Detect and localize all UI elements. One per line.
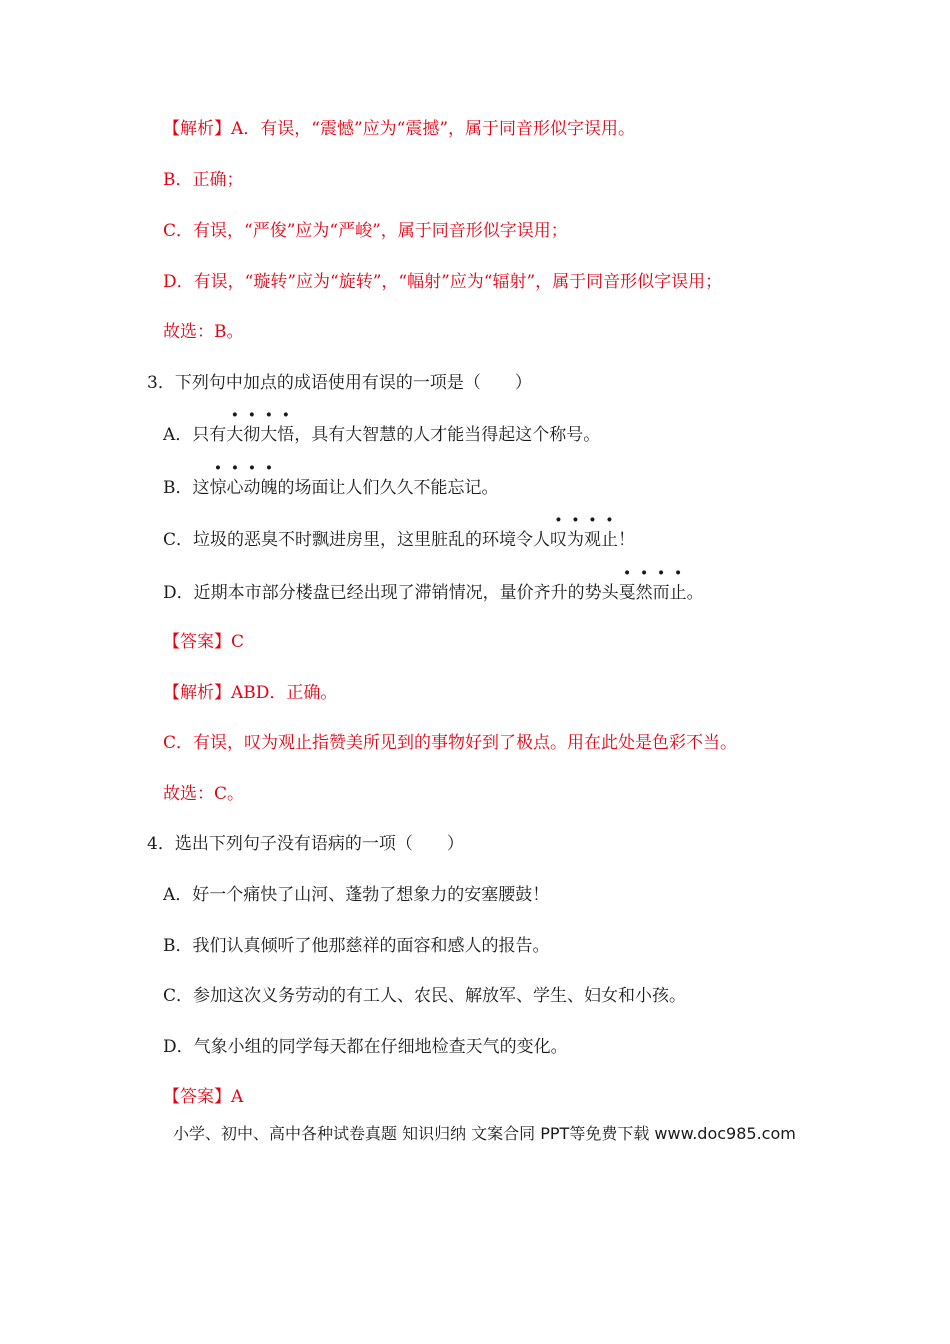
dotted-char: 动 (243, 478, 261, 498)
dotted-char: 魄 (260, 478, 278, 498)
q4-option-b: B．我们认真倾听了他那慈祥的面容和感人的报告。 (163, 936, 550, 956)
q3-option-b (163, 476, 499, 500)
q4-option-c: C．参加这次义务劳动的有工人、农民、解放军、学生、妇女和小孩。 (163, 986, 687, 1006)
q2-analysis-a-text: A．有误，“震憾”应为“震撼”，属于同音形似字误用。 (231, 119, 636, 139)
q3-option-c (163, 528, 635, 552)
analysis-tag: 【解析】 (163, 683, 231, 703)
dotted-char: 观 (584, 530, 602, 550)
q2-analysis-c: C．有误，“严俊”应为“严峻”，属于同音形似字误用； (163, 221, 568, 241)
dotted-char: 止 (669, 583, 687, 603)
dotted-char: 惊 (209, 478, 227, 498)
dotted-char: 止 (601, 530, 619, 550)
q4-option-a: A．好一个痛快了山河、蓬勃了想象力的安塞腰鼓！ (163, 885, 550, 905)
q3-analysis-c: C．有误，叹为观止指赞美所见到的事物好到了极点。用在此处是色彩不当。 (163, 733, 738, 753)
q2-analysis-a (163, 117, 635, 141)
q4-answer (163, 1085, 243, 1109)
answer-tag: 【答案】 (163, 632, 231, 652)
dotted-char: 悟 (277, 425, 295, 445)
answer-value: A (231, 1087, 244, 1107)
q3-stem: 3．下列句中加点的成语使用有误的一项是（ ） (147, 373, 532, 393)
dotted-char: 戛 (618, 583, 636, 603)
q3-option-d-before: D．近期本市部分楼盘已经出现了滞销情况，量价齐升的势头 (163, 583, 619, 603)
q3-option-a-before: A．只有 (163, 425, 227, 445)
dotted-char: 而 (652, 583, 670, 603)
q3-option-b-before: B．这 (163, 478, 210, 498)
dotted-char: 叹 (550, 530, 568, 550)
q3-option-d (163, 581, 704, 605)
dotted-char: 然 (635, 583, 653, 603)
q4-stem: 4．选出下列句子没有语病的一项（ ） (147, 834, 464, 854)
q3-option-a (163, 423, 600, 447)
q2-analysis-d: D．有误，“璇转”应为“旋转”，“幅射”应为“辐射”，属于同音形似字误用； (163, 272, 723, 292)
q2-conclusion: 故选：B。 (163, 322, 244, 342)
q3-option-c-after: ！ (618, 530, 636, 550)
q4-option-d: D．气象小组的同学每天都在仔细地检查天气的变化。 (163, 1037, 568, 1057)
dotted-char: 大 (226, 425, 244, 445)
dotted-char: 心 (226, 478, 244, 498)
q3-analysis-abd-text: ABD．正确。 (231, 683, 338, 703)
q3-option-a-after: ，具有大智慧的人才能当得起这个称号。 (294, 425, 601, 445)
q3-option-c-before: C．垃圾的恶臭不时飘进房里，这里脏乱的环境令人 (163, 530, 551, 550)
q3-answer (163, 630, 244, 654)
answer-value: C (231, 632, 245, 652)
dotted-char: 为 (567, 530, 585, 550)
footer-text: 小学、初中、高中各种试卷真题 知识归纳 文案合同 PPT等免费下载 www.doc985.com (173, 1124, 796, 1143)
q3-conclusion: 故选：C。 (163, 784, 245, 804)
dotted-char: 大 (260, 425, 278, 445)
dotted-char: 彻 (243, 425, 261, 445)
q2-analysis-b: B．正确； (163, 170, 244, 190)
analysis-tag: 【解析】 (163, 119, 231, 139)
answer-tag: 【答案】 (163, 1087, 231, 1107)
q3-analysis-abd (163, 681, 337, 705)
q3-option-b-after: 的场面让人们久久不能忘记。 (277, 478, 499, 498)
q3-option-d-after: 。 (686, 583, 704, 603)
